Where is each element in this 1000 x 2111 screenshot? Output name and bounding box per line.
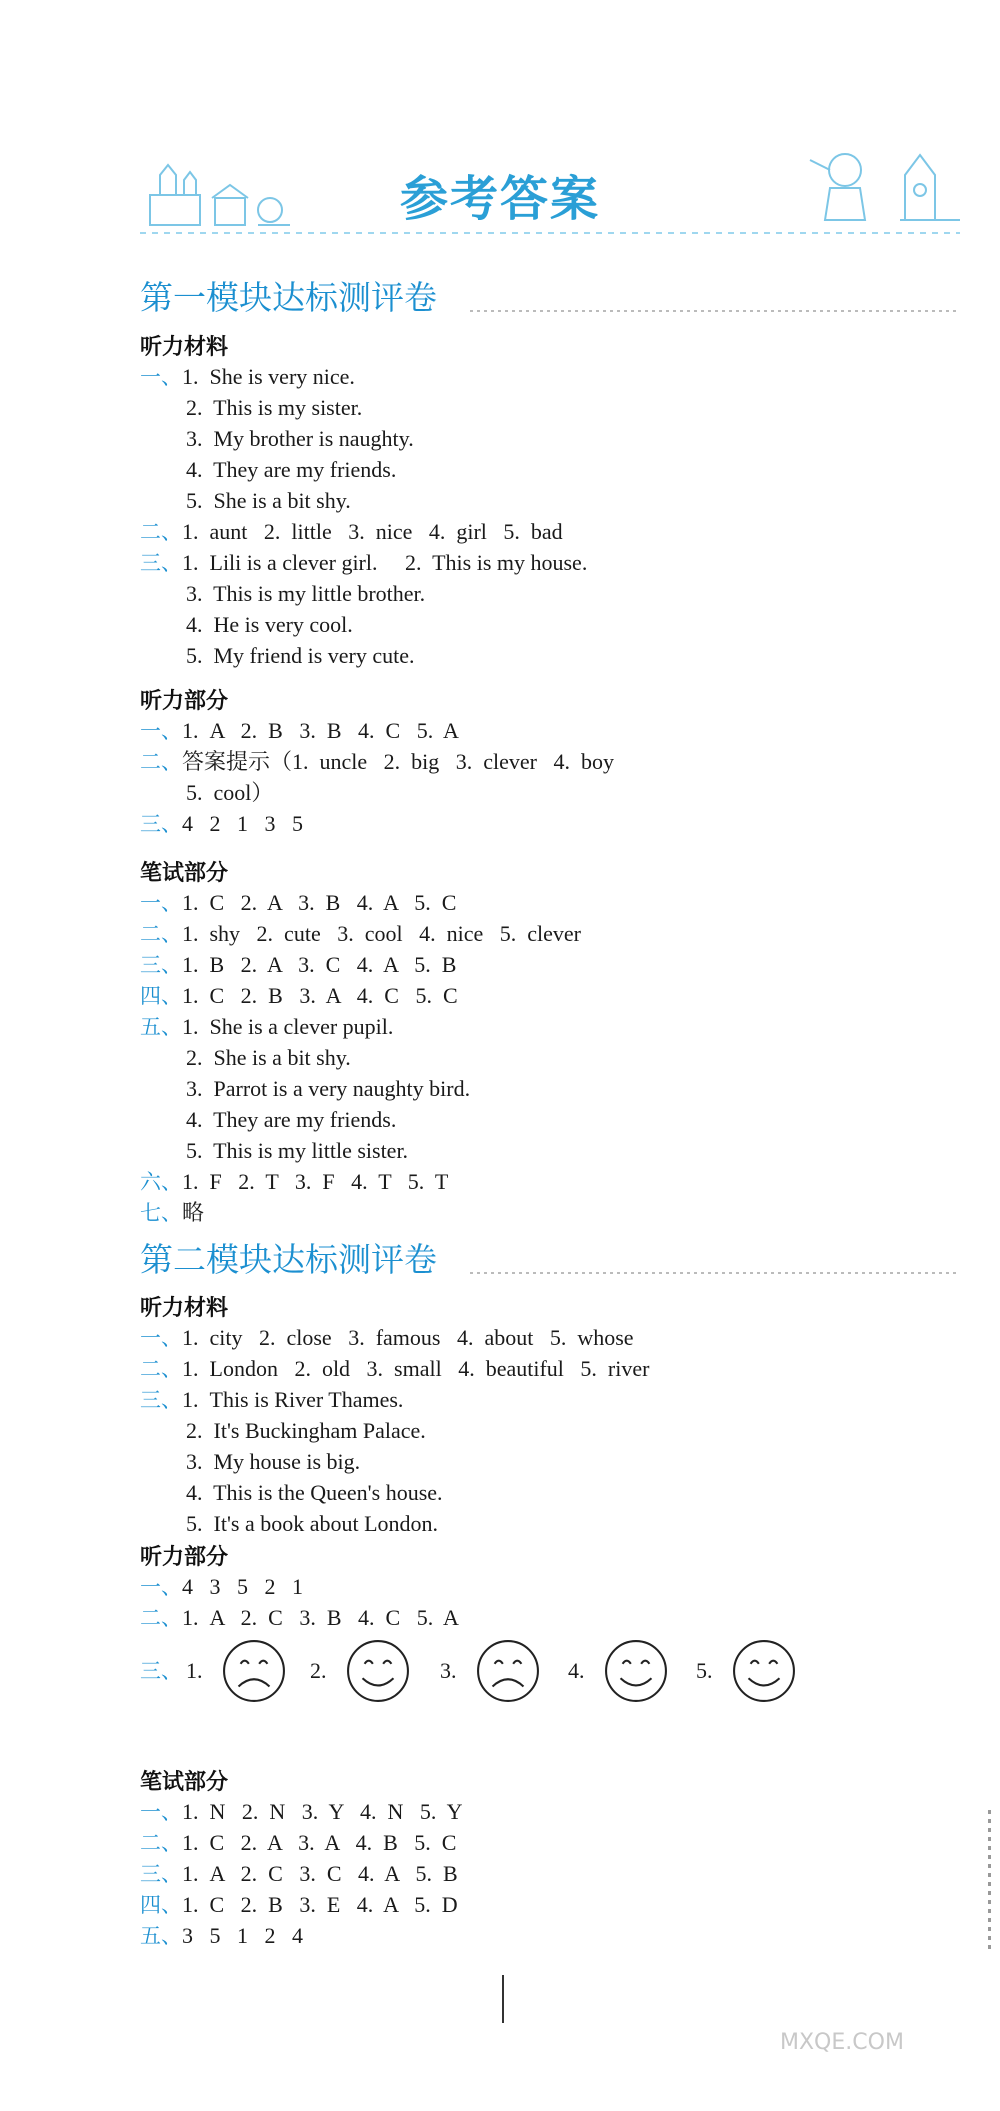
answer-line: [186, 1417, 426, 1445]
answer-text: 4. They are my friends.: [186, 1107, 397, 1132]
answer-text: 3 5 1 2 4: [182, 1923, 303, 1948]
answer-text: 1. A 2. B 3. B 4. C 5. A: [182, 718, 459, 743]
block-heading: 听力部分: [140, 689, 229, 714]
question-number: 一、: [140, 719, 182, 743]
answer-line: [186, 425, 414, 453]
section-title: 第一模块达标测评卷: [140, 278, 437, 317]
answer-text: 答案提示（1. uncle 2. big 3. clever 4. boy: [182, 749, 614, 774]
answer-line: [186, 487, 351, 515]
answer-line: [186, 1075, 470, 1103]
answer-text: 5. She is a bit shy.: [186, 488, 351, 513]
answer-text: 1. She is a clever pupil.: [182, 1014, 394, 1039]
block-heading: 听力部分: [140, 1545, 229, 1570]
answer-line: [186, 456, 396, 484]
block-heading: 听力材料: [140, 1296, 229, 1321]
answer-text: 3. My house is big.: [186, 1449, 361, 1474]
answer-line: [140, 1168, 448, 1196]
question-number: 一、: [140, 365, 182, 389]
answer-line: [140, 363, 355, 391]
answer-text: 4. He is very cool.: [186, 612, 353, 637]
happy-face-icon: [346, 1639, 410, 1708]
question-number: 五、: [140, 1924, 182, 1948]
answer-text: 3. Parrot is a very naughty bird.: [186, 1076, 471, 1101]
header-divider: [140, 232, 960, 234]
answer-line: [140, 549, 587, 577]
answer-text: 2. She is a bit shy.: [186, 1045, 351, 1070]
answer-text: 1. C 2. B 3. A 4. C 5. C: [182, 983, 458, 1008]
answer-text: 5. It's a book about London.: [186, 1511, 439, 1536]
answer-line: [186, 580, 425, 608]
answer-text: 1. C 2. B 3. E 4. A 5. D: [182, 1892, 458, 1917]
answer-line: [186, 1106, 396, 1134]
page-title: 参考答案: [399, 171, 600, 227]
answer-line: [140, 1922, 303, 1950]
answer-text: 5. This is my little sister.: [186, 1138, 409, 1163]
question-number: 一、: [140, 1326, 182, 1350]
question-number: 二、: [140, 922, 182, 946]
question-number: 三、: [140, 1388, 182, 1412]
answer-line: [140, 889, 456, 917]
face-label: 4.: [568, 1658, 585, 1683]
answer-line: [140, 951, 456, 979]
answer-text: 4 3 5 2 1: [182, 1574, 303, 1599]
block-heading: 听力材料: [140, 335, 229, 360]
answer-line: [140, 1829, 456, 1857]
sad-face-icon: [476, 1639, 540, 1708]
answer-line: [186, 779, 273, 807]
question-number: 二、: [140, 520, 182, 544]
answer-text: 5. cool）: [186, 780, 274, 805]
block-heading: 笔试部分: [140, 1770, 229, 1795]
happy-face-icon: [732, 1639, 796, 1708]
answer-text: 1. C 2. A 3. B 4. A 5. C: [182, 890, 457, 915]
answer-text: 4. They are my friends.: [186, 457, 397, 482]
answer-line: [140, 1891, 458, 1919]
answer-line: [140, 1013, 393, 1041]
answer-text: 2. This is my sister.: [186, 395, 363, 420]
answer-line: [140, 1604, 459, 1632]
answer-line: [186, 1448, 360, 1476]
face-label: 3.: [440, 1658, 457, 1683]
fold-mark: [502, 1975, 504, 2023]
question-number: 七、: [140, 1201, 182, 1225]
answer-text: 1. London 2. old 3. small 4. beautiful 5. river: [182, 1356, 650, 1381]
answer-text: 5. My friend is very cute.: [186, 643, 415, 668]
section-title: 第二模块达标测评卷: [140, 1240, 437, 1279]
question-number: 一、: [140, 1800, 182, 1824]
answer-line: [140, 1860, 458, 1888]
answer-text: 3. This is my little brother.: [186, 581, 426, 606]
answer-line: [140, 810, 303, 838]
happy-face-icon: [604, 1639, 668, 1708]
question-number: 二、: [140, 1357, 182, 1381]
answer-line: [186, 1510, 438, 1538]
answer-line: [140, 920, 581, 948]
answer-text: 1. aunt 2. little 3. nice 4. girl 5. bad: [182, 519, 563, 544]
answer-line: [140, 1798, 463, 1826]
question-number: 四、: [140, 984, 182, 1008]
answer-line: [140, 1573, 303, 1601]
section-divider: [470, 310, 960, 312]
sad-face-icon: [222, 1639, 286, 1708]
question-number: 三、: [140, 812, 182, 836]
question-number: 二、: [140, 750, 182, 774]
question-number: 三、: [140, 551, 182, 575]
question-number: 一、: [140, 1575, 182, 1599]
answer-text: 1. Lili is a clever girl. 2. This is my house.: [182, 550, 588, 575]
question-number: 三、: [140, 1659, 182, 1683]
question-number: 六、: [140, 1170, 182, 1194]
answer-line: [186, 1479, 443, 1507]
answer-line: [186, 1044, 351, 1072]
question-number: 三、: [140, 953, 182, 977]
answer-text: 1. A 2. C 3. B 4. C 5. A: [182, 1605, 459, 1630]
answer-text: 1. C 2. A 3. A 4. B 5. C: [182, 1830, 457, 1855]
answer-text: 略: [182, 1200, 205, 1225]
watermark: MXQE.COM: [780, 2030, 904, 2055]
block-heading: 笔试部分: [140, 861, 229, 886]
face-label: 5.: [696, 1658, 713, 1683]
binding-dots: [988, 1810, 991, 1950]
question-number: 四、: [140, 1893, 182, 1917]
section-divider: [470, 1272, 960, 1274]
answer-line: [140, 982, 458, 1010]
question-number: 二、: [140, 1606, 182, 1630]
question-number: 三、: [140, 1862, 182, 1886]
answer-line: [140, 518, 563, 546]
answer-line: [140, 1386, 403, 1414]
answer-line: [140, 1199, 204, 1227]
answer-text: 1. F 2. T 3. F 4. T 5. T: [182, 1169, 449, 1194]
answer-text: 3. My brother is naughty.: [186, 426, 414, 451]
girl-rocket-decoration-icon: [800, 140, 970, 240]
answer-line: [186, 1137, 408, 1165]
answer-line: [186, 611, 353, 639]
answer-text: 1. A 2. C 3. C 4. A 5. B: [182, 1861, 458, 1886]
question-number: 五、: [140, 1015, 182, 1039]
answer-text: 1. This is River Thames.: [182, 1387, 404, 1412]
question-number: 一、: [140, 891, 182, 915]
answer-line: [140, 748, 614, 776]
face-label: 1.: [186, 1658, 203, 1683]
question-number: 二、: [140, 1831, 182, 1855]
answer-line: [186, 394, 362, 422]
answer-text: 4. This is the Queen's house.: [186, 1480, 443, 1505]
answer-line: [140, 717, 459, 745]
answer-line: [140, 1324, 634, 1352]
answer-line: [186, 642, 415, 670]
answer-text: 1. She is very nice.: [182, 364, 355, 389]
answer-text: 2. It's Buckingham Palace.: [186, 1418, 426, 1443]
answer-text: 1. city 2. close 3. famous 4. about 5. whose: [182, 1325, 634, 1350]
answer-line: [140, 1355, 649, 1383]
face-label: 2.: [310, 1658, 327, 1683]
answer-text: 1. N 2. N 3. Y 4. N 5. Y: [182, 1799, 463, 1824]
answer-text: 1. B 2. A 3. C 4. A 5. B: [182, 952, 457, 977]
answer-text: 4 2 1 3 5: [182, 811, 303, 836]
answer-text: 1. shy 2. cute 3. cool 4. nice 5. clever: [182, 921, 581, 946]
